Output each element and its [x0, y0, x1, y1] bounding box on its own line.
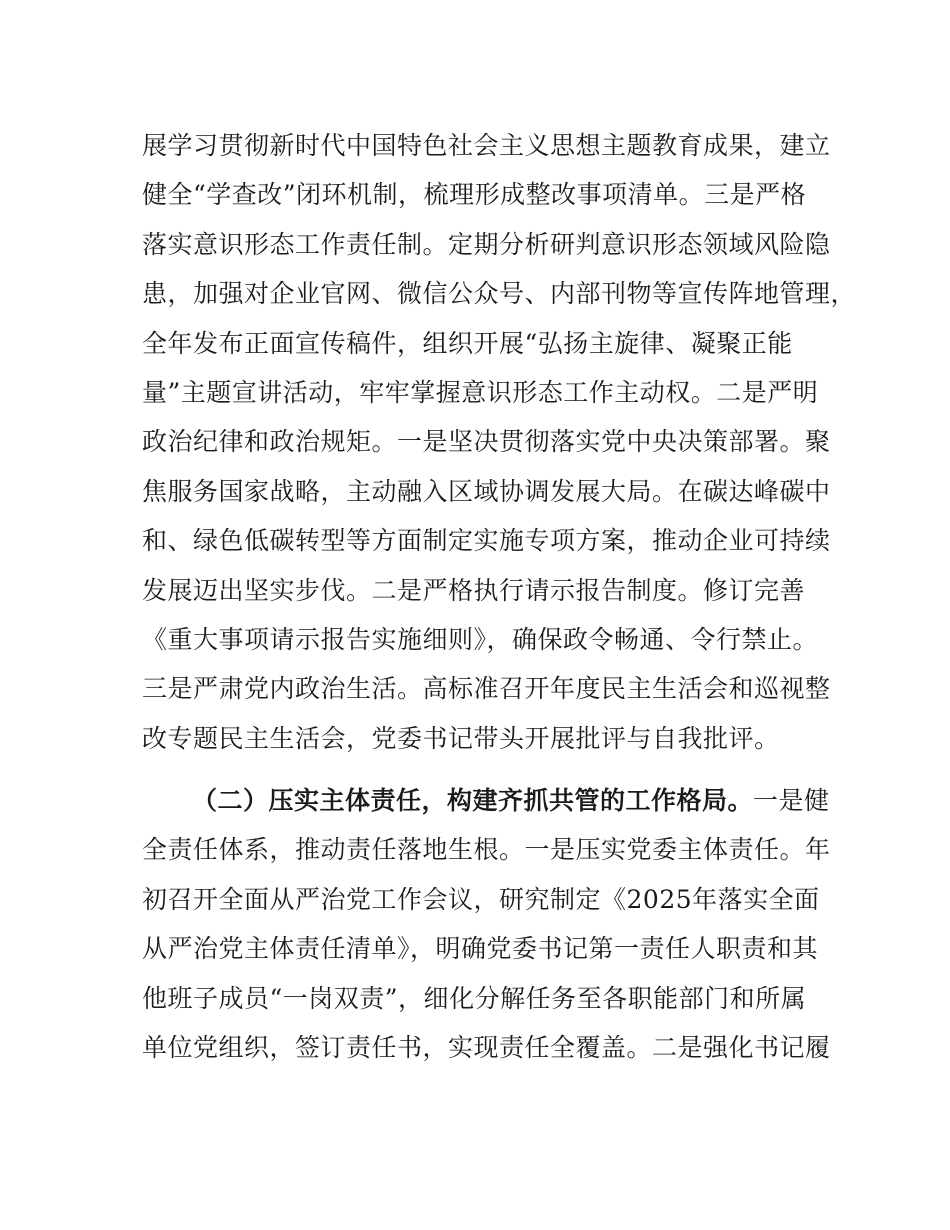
text-line: 初召开全面从严治党工作会议，研究制定《2025年落实全面	[142, 884, 820, 914]
text-line-first	[142, 776, 842, 825]
text-line: 全责任体系，推动责任落地生根。一是压实党委主体责任。年	[142, 835, 831, 865]
text-line: 展学习贯彻新时代中国特色社会主义思想主题教育成果，建立	[142, 131, 831, 160]
text-line: 健全“学查改”闭环机制，梳理形成整改事项清单。三是严格	[142, 180, 807, 210]
text-line: 和、绿色低碳转型等方面制定实施专项方案，推动企业可持续	[142, 526, 831, 556]
heading-line-rest: 一是健	[753, 786, 830, 816]
section-heading: （二）压实主体责任，构建齐抓共管的工作格局。	[192, 786, 754, 816]
text-line: 三是严肃党内政治生活。高标准召开年度民主生活会和巡视整	[142, 674, 831, 704]
body-text	[142, 121, 857, 1072]
text-line: 从严治党主体责任清单》，明确党委书记第一责任人职责和其	[142, 934, 819, 964]
paragraph-1	[142, 121, 857, 763]
text-line: 焦服务国家战略，主动融入区域协调发展大局。在碳达峰碳中	[142, 476, 831, 506]
paragraph-2	[142, 776, 842, 1072]
paragraph-spacer	[142, 763, 842, 776]
text-line: 政治纪律和政治规矩。一是坚决贯彻落实党中央决策部署。聚	[142, 427, 831, 457]
text-line: 量”主题宣讲活动，牢牢掌握意识形态工作主动权。二是严明	[142, 377, 819, 407]
text-line: 改专题民主生活会，党委书记带头开展批评与自我批评。	[142, 723, 780, 753]
text-line: 单位党组织，签订责任书，实现责任全覆盖。二是强化书记履	[142, 1033, 831, 1063]
text-line: 《重大事项请示报告实施细则》，确保政令畅通、令行禁止。	[142, 624, 819, 654]
text-line: 全年发布正面宣传稿件，组织开展“弘扬主旋律、凝聚正能	[142, 328, 793, 358]
text-line: 落实意识形态工作责任制。定期分析研判意识形态领域风险隐	[142, 229, 831, 259]
text-line: 患，加强对企业官网、微信公众号、内部刊物等宣传阵地管理，	[142, 279, 857, 309]
text-line: 他班子成员“一岗双责”，细化分解任务至各职能部门和所属	[142, 983, 807, 1013]
text-line: 发展迈出坚实步伐。二是严格执行请示报告制度。修订完善	[142, 575, 806, 605]
